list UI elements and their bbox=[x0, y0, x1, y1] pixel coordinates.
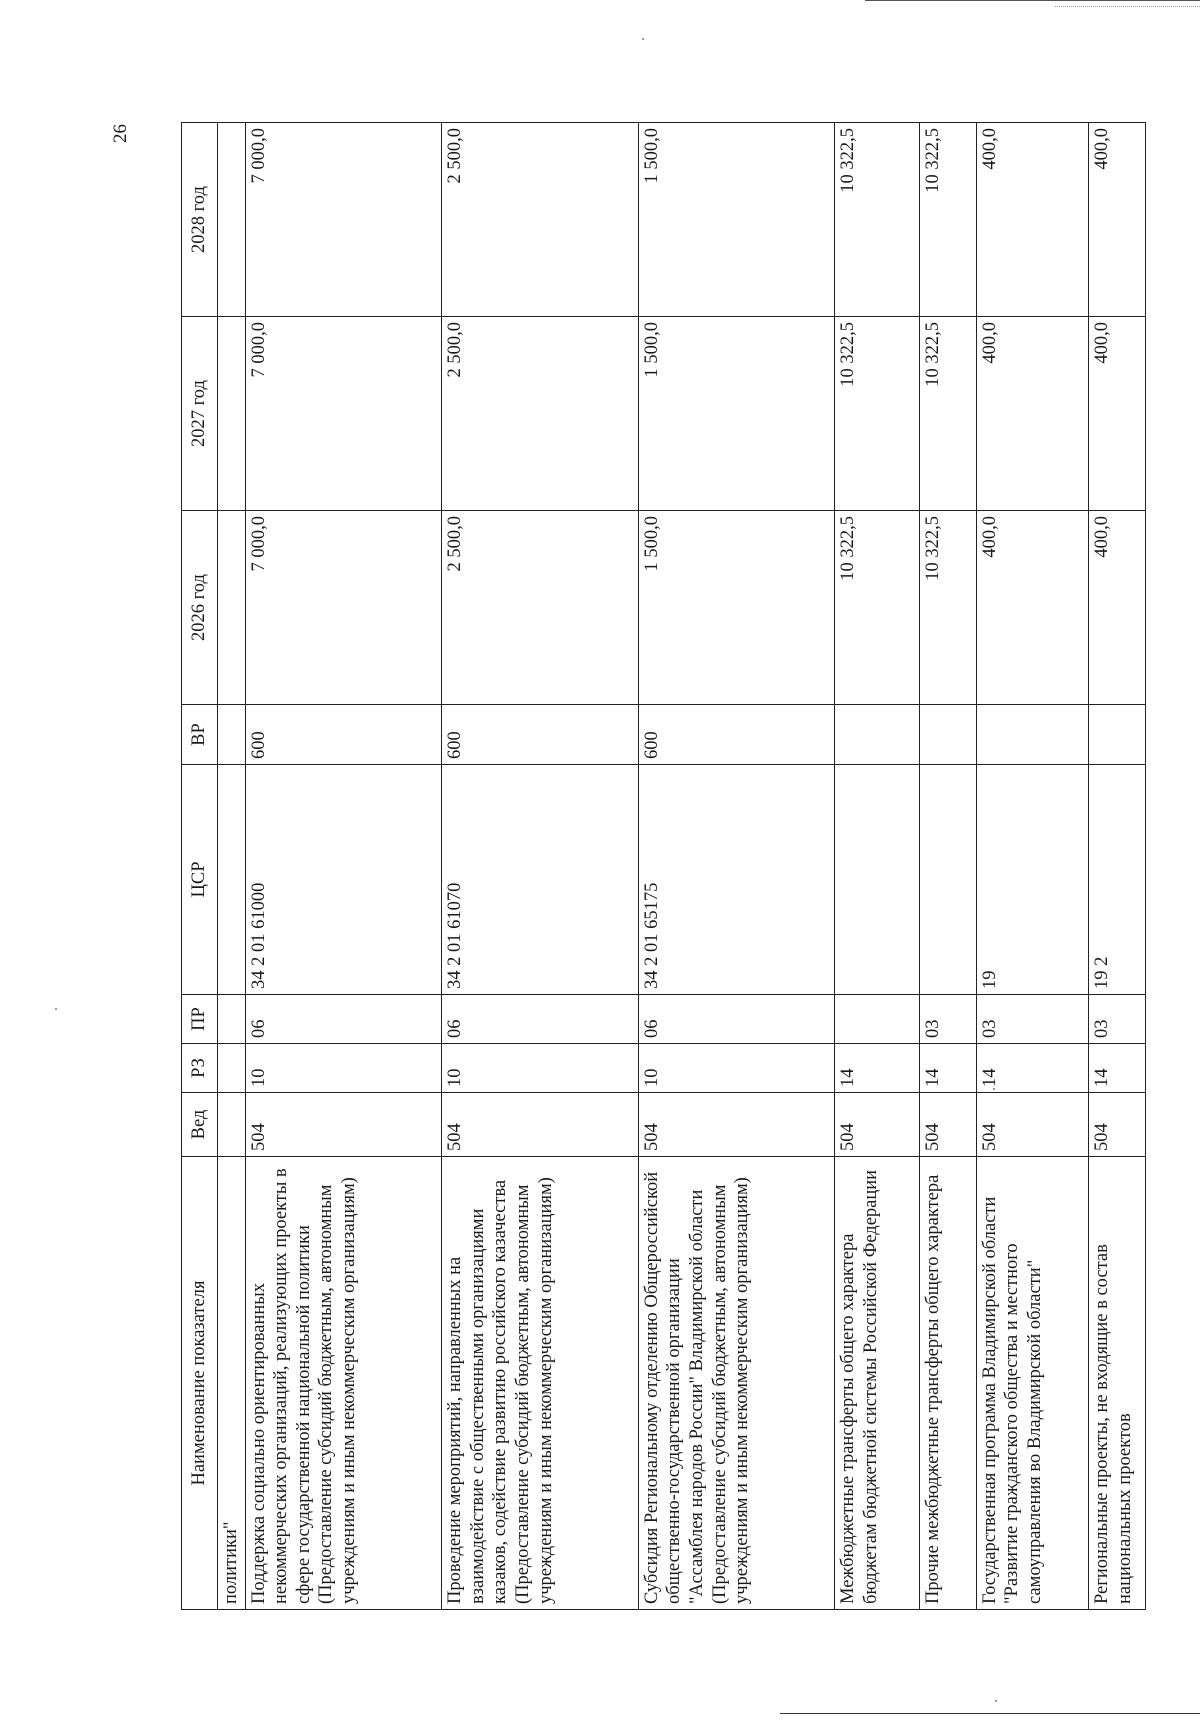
cell-2027: 2 500,0 bbox=[442, 317, 639, 511]
cell-ved: 504 bbox=[638, 1093, 835, 1157]
cell-csr: 34 2 01 65175 bbox=[638, 765, 835, 995]
cell-vr bbox=[218, 705, 246, 765]
cell-2027 bbox=[218, 317, 246, 511]
cell-csr bbox=[218, 765, 246, 995]
cell-ved: 504 bbox=[835, 1093, 920, 1157]
table-row-continuation bbox=[218, 123, 246, 1610]
cell-pr: 06 bbox=[442, 995, 639, 1044]
cell-2027: 10 322,5 bbox=[835, 317, 920, 511]
cell-2027: 10 322,5 bbox=[920, 317, 976, 511]
cell-rz: 14 bbox=[835, 1044, 920, 1093]
cell-2028: 400,0 bbox=[976, 123, 1089, 317]
page-number: 26 bbox=[110, 124, 131, 143]
header-2026: 2026 год bbox=[182, 511, 218, 705]
cell-name: Межбюджетные трансферты общего характера бюджетам бюджетной системы Российской Федерации bbox=[835, 1157, 920, 1610]
table-row bbox=[442, 123, 639, 1610]
cell-pr: 03 bbox=[1089, 995, 1146, 1044]
cell-ved: 504 bbox=[245, 1093, 442, 1157]
cell-ved: 504 bbox=[976, 1093, 1089, 1157]
table-row bbox=[1089, 123, 1146, 1610]
cell-2026: 1 500,0 bbox=[638, 511, 835, 705]
cell-2028: 400,0 bbox=[1089, 123, 1146, 317]
cell-rz: 10 bbox=[638, 1044, 835, 1093]
header-csr: ЦСР bbox=[182, 765, 218, 995]
cell-pr: 06 bbox=[638, 995, 835, 1044]
cell-2027: 1 500,0 bbox=[638, 317, 835, 511]
cell-2026: 2 500,0 bbox=[442, 511, 639, 705]
budget-table bbox=[181, 122, 1146, 1610]
table-row bbox=[835, 123, 920, 1610]
cell-rz: 10 bbox=[245, 1044, 442, 1093]
cell-2027: 7 000,0 bbox=[245, 317, 442, 511]
cell-pr bbox=[835, 995, 920, 1044]
cell-name: Государственная программа Владимирской области "Развитие гражданского общества и местного самоуправления во Владимирской области" bbox=[976, 1157, 1089, 1610]
cell-2028: 1 500,0 bbox=[638, 123, 835, 317]
cell-name: Региональные проекты, не входящие в состав национальных проектов bbox=[1089, 1157, 1146, 1610]
cell-vr bbox=[1089, 705, 1146, 765]
cell-2028 bbox=[218, 123, 246, 317]
cell-pr: 06 bbox=[245, 995, 442, 1044]
header-ved: Вед bbox=[182, 1093, 218, 1157]
cell-csr bbox=[835, 765, 920, 995]
cell-csr: 19 bbox=[976, 765, 1089, 995]
cell-2028: 7 000,0 bbox=[245, 123, 442, 317]
cell-2028: 10 322,5 bbox=[920, 123, 976, 317]
cell-vr: 600 bbox=[245, 705, 442, 765]
cell-name: Проведение мероприятий, направленных на взаимодействие с общественными организациями казаков, содействие развитию российского казачества (Предоставление субсидий бюджетным, автономным учреждениям и иным некоммерческим организациям) bbox=[442, 1157, 639, 1610]
header-vr: ВР bbox=[182, 705, 218, 765]
table-row bbox=[976, 123, 1089, 1610]
cell-2028: 10 322,5 bbox=[835, 123, 920, 317]
cell-rz: 10 bbox=[442, 1044, 639, 1093]
cell-2027: 400,0 bbox=[976, 317, 1089, 511]
cell-rz bbox=[218, 1044, 246, 1093]
header-rz: РЗ bbox=[182, 1044, 218, 1093]
table-header-row bbox=[182, 123, 218, 1610]
cell-csr bbox=[920, 765, 976, 995]
cell-vr: 600 bbox=[638, 705, 835, 765]
cell-ved: 504 bbox=[1089, 1093, 1146, 1157]
header-pr: ПР bbox=[182, 995, 218, 1044]
cell-name: Поддержка социально ориентированных некоммерческих организаций, реализующих проекты в сфере государственной национальной политики (Предоставление субсидий бюджетным, автономным учреждениям и иным некоммерческим организациям) bbox=[245, 1157, 442, 1610]
header-name: Наименование показателя bbox=[182, 1157, 218, 1610]
cell-rz: 14 bbox=[976, 1044, 1089, 1093]
cell-2026: 10 322,5 bbox=[835, 511, 920, 705]
cell-2027: 400,0 bbox=[1089, 317, 1146, 511]
cell-vr bbox=[976, 705, 1089, 765]
cell-csr: 34 2 01 61000 bbox=[245, 765, 442, 995]
cell-name: политики" bbox=[218, 1157, 246, 1610]
cell-rz: 14 bbox=[920, 1044, 976, 1093]
cell-ved: 504 bbox=[442, 1093, 639, 1157]
cell-2026: 400,0 bbox=[976, 511, 1089, 705]
cell-name: Прочие межбюджетные трансферты общего характера bbox=[920, 1157, 976, 1610]
cell-ved: 504 bbox=[920, 1093, 976, 1157]
table-row bbox=[920, 123, 976, 1610]
table-row bbox=[245, 123, 442, 1610]
table-row bbox=[638, 123, 835, 1610]
cell-pr: 03 bbox=[976, 995, 1089, 1044]
cell-2026: 7 000,0 bbox=[245, 511, 442, 705]
cell-pr: 03 bbox=[920, 995, 976, 1044]
cell-2026: 10 322,5 bbox=[920, 511, 976, 705]
cell-name: Субсидия Региональному отделению Общероссийской общественно-государственной организации "Ассамблея народов России" Владимирской области (Предоставление субсидий бюджетным, автономным учреждениям и иным некоммерческим организациям) bbox=[638, 1157, 835, 1610]
cell-vr bbox=[835, 705, 920, 765]
cell-2026: 400,0 bbox=[1089, 511, 1146, 705]
cell-2028: 2 500,0 bbox=[442, 123, 639, 317]
cell-csr: 19 2 bbox=[1089, 765, 1146, 995]
header-2028: 2028 год bbox=[182, 123, 218, 317]
cell-vr bbox=[920, 705, 976, 765]
cell-2026 bbox=[218, 511, 246, 705]
header-2027: 2027 год bbox=[182, 317, 218, 511]
cell-ved bbox=[218, 1093, 246, 1157]
cell-vr: 600 bbox=[442, 705, 639, 765]
cell-pr bbox=[218, 995, 246, 1044]
cell-csr: 34 2 01 61070 bbox=[442, 765, 639, 995]
cell-rz: 14 bbox=[1089, 1044, 1146, 1093]
